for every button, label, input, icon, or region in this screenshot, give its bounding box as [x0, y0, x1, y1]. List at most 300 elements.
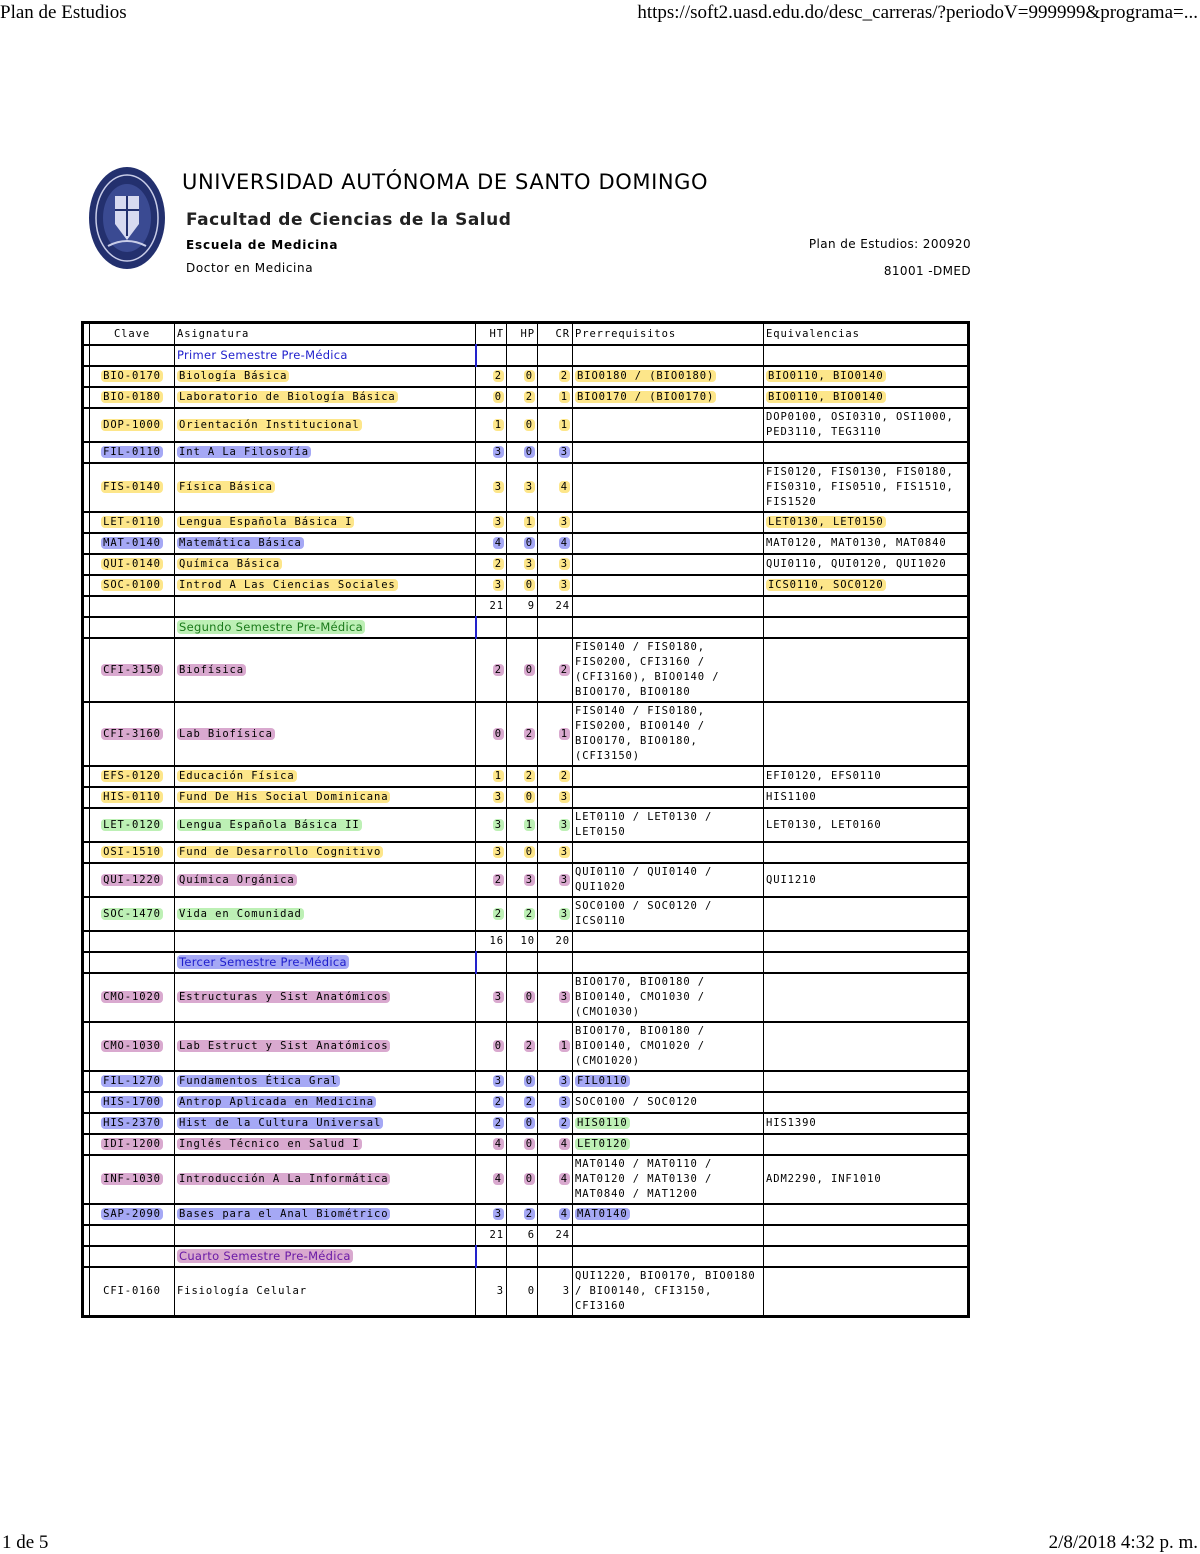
semester-label [175, 617, 476, 638]
course-name [175, 638, 476, 702]
course-cr-text: 3 [560, 791, 568, 803]
course-equivalences [764, 387, 969, 408]
row-margin-cell [83, 512, 90, 533]
course-code [90, 575, 175, 596]
course-cr-text: 3 [560, 1096, 568, 1108]
empty-cell [573, 1225, 764, 1246]
empty-cell [507, 617, 538, 638]
course-code [90, 1204, 175, 1225]
course-prerequisites [573, 442, 764, 463]
course-hp [507, 702, 538, 766]
course-code [90, 863, 175, 897]
course-equivalences [764, 1092, 969, 1113]
course-hp [507, 863, 538, 897]
course-cr [538, 1022, 573, 1071]
course-ht [476, 842, 507, 863]
course-equivalences [764, 702, 969, 766]
course-code [90, 787, 175, 808]
empty-cell [573, 952, 764, 973]
semester-total-row [83, 596, 969, 617]
course-hp-text: 2 [525, 727, 533, 740]
course-name [175, 842, 476, 863]
course-cr-text: 3 [560, 516, 568, 528]
course-code [90, 366, 175, 387]
semester-label [175, 1246, 476, 1267]
row-margin-cell [83, 1155, 90, 1204]
course-code [90, 512, 175, 533]
table-header-row [83, 323, 969, 346]
course-prerequisites: LET0110 / LET0130 / LET0150 [573, 808, 764, 842]
page-url: https://soft2.uasd.edu.do/desc_carreras/?periodoV=999999&programa=... [637, 2, 1198, 23]
total-ht: 16 [476, 931, 507, 952]
course-prerequisites [573, 575, 764, 596]
course-name-text: Hist de la Cultura Universal [179, 1117, 382, 1129]
course-hp [507, 808, 538, 842]
course-hp-text: 1 [525, 516, 533, 528]
row-margin-cell [83, 1246, 90, 1267]
course-row [83, 638, 969, 702]
course-code-text: SAP-2090 [103, 1208, 161, 1220]
course-code [90, 1092, 175, 1113]
course-hp-text: 0 [525, 1173, 533, 1185]
course-code [90, 842, 175, 863]
empty-cell [764, 952, 969, 973]
course-ht [476, 863, 507, 897]
course-row [83, 787, 969, 808]
course-prerequisites-text: LET0120 [577, 1138, 628, 1150]
course-code-text: CMO-1030 [103, 1040, 161, 1052]
course-cr [538, 575, 573, 596]
course-equivalences [764, 842, 969, 863]
semester-label [175, 952, 476, 973]
empty-cell [538, 952, 573, 973]
course-code [90, 442, 175, 463]
faculty-name: Facultad de Ciencias de la Salud [186, 210, 512, 230]
course-cr [538, 442, 573, 463]
course-prerequisites [573, 1134, 764, 1155]
course-name-text: Estructuras y Sist Anatómicos [179, 991, 389, 1003]
empty-cell [764, 1225, 969, 1246]
course-ht [476, 387, 507, 408]
course-prerequisites: BIO0170, BIO0180 / BIO0140, CMO1030 / (CMO1030) [573, 973, 764, 1022]
course-cr-text: 2 [560, 663, 568, 676]
course-ht-text: 3 [494, 1075, 502, 1087]
course-code-text: CFI-3150 [103, 663, 161, 676]
course-equivalences: QUI1210 [764, 863, 969, 897]
course-row [83, 408, 969, 442]
course-code [90, 973, 175, 1022]
course-code-text: FIL-0110 [103, 446, 161, 458]
course-code-text: LET-0120 [103, 818, 161, 831]
course-code-text: CFI-3160 [103, 727, 161, 740]
course-hp [507, 1092, 538, 1113]
course-cr-text: 3 [560, 446, 568, 458]
course-equivalences: DOP0100, OSI0310, OSI1000, PED3110, TEG3110 [764, 408, 969, 442]
course-ht-text: 3 [494, 446, 502, 458]
course-prerequisites [573, 408, 764, 442]
course-ht [476, 554, 507, 575]
course-hp [507, 554, 538, 575]
course-cr-text: 4 [560, 481, 568, 493]
course-equivalences [764, 1134, 969, 1155]
course-prerequisites [573, 533, 764, 554]
course-name-text: Vida en Comunidad [179, 907, 302, 920]
course-name [175, 973, 476, 1022]
course-equivalences: HIS1390 [764, 1113, 969, 1134]
course-hp [507, 1155, 538, 1204]
course-hp-text: 0 [525, 370, 533, 382]
row-margin-cell [83, 973, 90, 1022]
row-margin-cell [83, 638, 90, 702]
course-name-text: Lengua Española Básica II [179, 818, 360, 831]
clave-cell [90, 617, 175, 638]
course-hp-text: 2 [525, 391, 533, 403]
course-hp-text: 2 [525, 1096, 533, 1108]
course-name [175, 408, 476, 442]
course-cr [538, 897, 573, 931]
course-cr [538, 1071, 573, 1092]
course-row [83, 1134, 969, 1155]
course-code [90, 387, 175, 408]
course-cr-text: 3 [560, 818, 568, 831]
course-code: CFI-0160 [90, 1267, 175, 1317]
course-code-text: INF-1030 [103, 1173, 161, 1185]
course-code-text: QUI-0140 [103, 558, 161, 570]
course-cr [538, 842, 573, 863]
course-code-text: FIL-1270 [103, 1075, 161, 1087]
row-margin-cell [83, 617, 90, 638]
course-cr-text: 4 [560, 1208, 568, 1220]
row-margin-cell [83, 533, 90, 554]
course-equivalences [764, 1204, 969, 1225]
university-seal-logo [88, 166, 166, 270]
empty-cell [764, 345, 969, 366]
course-cr [538, 1134, 573, 1155]
course-ht-text: 1 [494, 770, 502, 782]
empty-cell [573, 617, 764, 638]
course-name-text: Inglés Técnico en Salud I [179, 1138, 360, 1150]
asignatura-cell [175, 596, 476, 617]
total-cr: 20 [538, 931, 573, 952]
asignatura-cell [175, 931, 476, 952]
row-margin-cell [83, 702, 90, 766]
course-equivalences: MAT0120, MAT0130, MAT0840 [764, 533, 969, 554]
semester-label-text: Primer Semestre Pre-Médica [177, 347, 348, 362]
course-cr [538, 808, 573, 842]
row-margin-cell [83, 931, 90, 952]
course-ht [476, 533, 507, 554]
university-name: UNIVERSIDAD AUTÓNOMA DE SANTO DOMINGO [182, 170, 709, 194]
col-header-ht: HT [476, 323, 507, 346]
course-prerequisites-text: BIO0170 / (BIO0170) [577, 391, 715, 403]
row-margin-cell [83, 808, 90, 842]
course-code-text: EFS-0120 [103, 770, 161, 782]
empty-cell [573, 345, 764, 366]
course-ht-text: 2 [494, 663, 502, 676]
row-margin-cell [83, 1113, 90, 1134]
course-name-text: Fundamentos Ética Gral [179, 1075, 338, 1087]
course-hp-text: 2 [525, 1208, 533, 1220]
course-name [175, 1092, 476, 1113]
course-ht [476, 366, 507, 387]
course-hp-text: 2 [525, 907, 533, 920]
empty-cell [764, 617, 969, 638]
course-code [90, 408, 175, 442]
course-hp [507, 842, 538, 863]
course-code-text: OSI-1510 [103, 846, 161, 858]
course-code-text: BIO-0180 [103, 391, 161, 403]
clave-cell [90, 931, 175, 952]
semester-label-text: Tercer Semestre Pre-Médica [179, 954, 347, 969]
course-code [90, 702, 175, 766]
course-name-text: Antrop Aplicada en Medicina [179, 1096, 374, 1108]
course-name [175, 1204, 476, 1225]
course-ht [476, 442, 507, 463]
course-ht-text: 2 [494, 1117, 502, 1129]
course-equivalences [764, 1267, 969, 1317]
course-equivalences-text: BIO0110, BIO0140 [768, 391, 884, 403]
course-name-text: Lengua Española Básica I [179, 516, 353, 528]
course-cr-text: 4 [560, 537, 568, 549]
empty-cell [507, 1246, 538, 1267]
total-ht: 21 [476, 1225, 507, 1246]
course-hp-text: 0 [525, 446, 533, 458]
course-cr-text: 3 [560, 991, 568, 1003]
course-equivalences: QUI0110, QUI0120, QUI1020 [764, 554, 969, 575]
semester-label-text: Segundo Semestre Pre-Médica [179, 619, 363, 634]
course-cr-text: 3 [560, 873, 568, 886]
course-ht-text: 3 [494, 516, 502, 528]
course-code [90, 1113, 175, 1134]
course-ht-text: 2 [494, 370, 502, 382]
course-hp-text: 3 [525, 873, 533, 886]
clave-cell [90, 1246, 175, 1267]
course-hp [507, 512, 538, 533]
course-ht-text: 2 [494, 1096, 502, 1108]
course-cr [538, 638, 573, 702]
col-header-hp: HP [507, 323, 538, 346]
course-prerequisites [573, 766, 764, 787]
course-row [83, 702, 969, 766]
course-equivalences [764, 512, 969, 533]
page-number: 1 de 5 [2, 1532, 49, 1553]
course-ht: 3 [476, 1267, 507, 1317]
course-cr-text: 2 [560, 1117, 568, 1129]
empty-cell [573, 596, 764, 617]
course-ht-text: 3 [494, 846, 502, 858]
course-cr-text: 3 [560, 558, 568, 570]
course-prerequisites [573, 554, 764, 575]
course-name: Fisiología Celular [175, 1267, 476, 1317]
course-equivalences [764, 366, 969, 387]
course-equivalences [764, 897, 969, 931]
empty-cell [764, 1246, 969, 1267]
course-ht [476, 897, 507, 931]
course-equivalences [764, 442, 969, 463]
course-row [83, 442, 969, 463]
course-cr [538, 408, 573, 442]
row-margin-cell [83, 842, 90, 863]
course-cr [538, 512, 573, 533]
course-code [90, 1071, 175, 1092]
col-header-asignatura: Asignatura [175, 323, 476, 346]
course-name [175, 554, 476, 575]
course-name-text: Biología Básica [179, 370, 288, 382]
course-prerequisites: QUI0110 / QUI0140 / QUI1020 [573, 863, 764, 897]
course-hp [507, 463, 538, 512]
row-margin-cell [83, 596, 90, 617]
course-ht [476, 973, 507, 1022]
semester-header-row [83, 1246, 969, 1267]
course-ht [476, 808, 507, 842]
row-margin-cell [83, 387, 90, 408]
course-hp-text: 0 [525, 1138, 533, 1150]
semester-label [175, 345, 476, 366]
course-ht [476, 1022, 507, 1071]
row-margin-cell [83, 554, 90, 575]
course-row [83, 387, 969, 408]
course-ht-text: 1 [494, 418, 502, 431]
course-ht-text: 3 [494, 1208, 502, 1220]
course-name [175, 1113, 476, 1134]
course-equivalences-text: ICS0110, SOC0120 [768, 579, 884, 591]
course-name [175, 808, 476, 842]
course-hp [507, 897, 538, 931]
course-ht-text: 3 [494, 791, 502, 803]
clave-cell [90, 596, 175, 617]
course-name-text: Biofísica [179, 663, 244, 676]
course-name [175, 702, 476, 766]
course-hp-text: 0 [525, 537, 533, 549]
course-row [83, 366, 969, 387]
course-cr [538, 766, 573, 787]
course-prerequisites [573, 463, 764, 512]
course-prerequisites [573, 512, 764, 533]
course-code [90, 463, 175, 512]
course-equivalences-text: BIO0110, BIO0140 [768, 370, 884, 382]
course-prerequisites: FIS0140 / FIS0180, FIS0200, BIO0140 / BIO0170, BIO0180, (CFI3150) [573, 702, 764, 766]
course-hp [507, 533, 538, 554]
course-ht-text: 2 [494, 558, 502, 570]
row-margin-cell [83, 1204, 90, 1225]
course-row [83, 463, 969, 512]
total-hp: 6 [507, 1225, 538, 1246]
course-row [83, 575, 969, 596]
course-hp [507, 638, 538, 702]
curriculum-table [81, 321, 970, 1318]
course-equivalences: LET0130, LET0160 [764, 808, 969, 842]
semester-header-row [83, 617, 969, 638]
row-margin-cell [83, 1071, 90, 1092]
row-margin-cell [83, 345, 90, 366]
course-name [175, 387, 476, 408]
course-cr-text: 2 [560, 370, 568, 382]
course-hp-text: 0 [525, 846, 533, 858]
course-hp [507, 1071, 538, 1092]
course-code-text: SOC-1470 [103, 907, 161, 920]
course-equivalences-text: LET0130, LET0150 [768, 516, 884, 528]
course-ht [476, 463, 507, 512]
course-name-text: Introducción A La Informática [179, 1173, 389, 1185]
empty-cell [764, 931, 969, 952]
course-ht-text: 2 [494, 907, 502, 920]
course-cr-text: 1 [560, 727, 568, 740]
course-ht [476, 766, 507, 787]
course-row [83, 1204, 969, 1225]
course-name-text: Educación Física [179, 770, 295, 782]
course-hp-text: 0 [525, 1117, 533, 1129]
course-equivalences [764, 1071, 969, 1092]
course-ht [476, 1113, 507, 1134]
semester-label-text: Cuarto Semestre Pre-Médica [179, 1248, 351, 1263]
course-name [175, 863, 476, 897]
course-ht-text: 4 [494, 537, 502, 549]
row-margin-cell [83, 952, 90, 973]
course-cr [538, 463, 573, 512]
empty-cell [764, 596, 969, 617]
course-cr [538, 702, 573, 766]
course-hp [507, 408, 538, 442]
course-cr [538, 366, 573, 387]
course-hp-text: 0 [525, 663, 533, 676]
course-ht [476, 638, 507, 702]
row-margin-cell [83, 366, 90, 387]
course-hp [507, 1022, 538, 1071]
course-prerequisites: FIS0140 / FIS0180, FIS0200, CFI3160 / (CFI3160), BIO0140 / BIO0170, BIO0180 [573, 638, 764, 702]
course-cr [538, 1155, 573, 1204]
empty-cell [573, 931, 764, 952]
total-cr: 24 [538, 596, 573, 617]
course-ht [476, 408, 507, 442]
print-timestamp: 2/8/2018 4:32 p. m. [1048, 1532, 1198, 1553]
course-ht [476, 1134, 507, 1155]
course-row [83, 973, 969, 1022]
course-hp [507, 366, 538, 387]
page-title: Plan de Estudios [0, 2, 127, 23]
course-cr [538, 554, 573, 575]
course-name [175, 1155, 476, 1204]
total-hp: 9 [507, 596, 538, 617]
course-cr [538, 1092, 573, 1113]
course-name [175, 463, 476, 512]
course-code [90, 808, 175, 842]
course-hp [507, 442, 538, 463]
course-cr-text: 3 [560, 846, 568, 858]
row-margin-cell [83, 1225, 90, 1246]
course-name-text: Física Básica [179, 481, 273, 493]
course-code [90, 1134, 175, 1155]
course-cr [538, 533, 573, 554]
course-cr-text: 3 [560, 907, 568, 920]
col-header-cr: CR [538, 323, 573, 346]
table-body [83, 345, 969, 1317]
row-margin-cell [83, 442, 90, 463]
empty-cell [538, 1246, 573, 1267]
course-row [83, 766, 969, 787]
course-prerequisites-text: BIO0180 / (BIO0180) [577, 370, 715, 382]
course-cr-text: 4 [560, 1173, 568, 1185]
course-hp-text: 0 [525, 1075, 533, 1087]
course-name-text: Lab Biofísica [179, 727, 273, 740]
course-row [83, 1155, 969, 1204]
total-ht: 21 [476, 596, 507, 617]
course-hp [507, 766, 538, 787]
course-code-text: BIO-0170 [103, 370, 161, 382]
course-cr [538, 387, 573, 408]
course-row [83, 1113, 969, 1134]
total-cr: 24 [538, 1225, 573, 1246]
course-cr-text: 1 [560, 1040, 568, 1052]
